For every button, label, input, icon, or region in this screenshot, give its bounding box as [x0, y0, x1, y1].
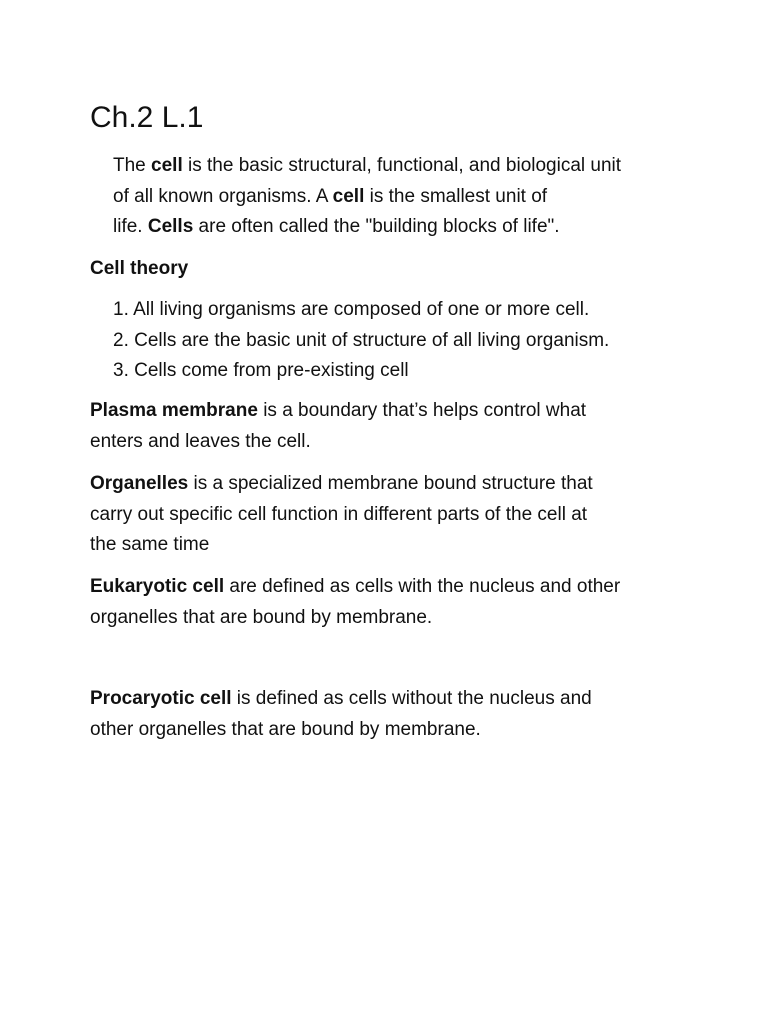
organelles-paragraph: Organelles is a specialized membrane bound structure that carry out specific cell function in different parts of the cell at the same time	[90, 473, 593, 555]
procaryotic-paragraph: Procaryotic cell is defined as cells without the nucleus and other organelles that are bound by membrane.	[90, 688, 592, 740]
list-item: 2. Cells are the basic unit of structure of all living organism.	[113, 329, 610, 351]
list-item: 3. Cells come from pre-existing cell	[113, 360, 409, 381]
plasma-membrane-paragraph: Plasma membrane is a boundary that’s helps control what enters and leaves the cell.	[90, 400, 587, 452]
term-cells: Cells	[147, 216, 194, 237]
term-organelles: Organelles	[90, 473, 189, 494]
term-cell: cell	[332, 185, 365, 207]
intro-line-1: The cell is the basic structural, functional, and biological unit	[113, 155, 622, 176]
list-item: 1. All living organisms are composed of one or more cell.	[113, 299, 590, 320]
intro-paragraph	[113, 151, 621, 243]
term-plasma-membrane: Plasma membrane	[90, 400, 258, 421]
intro-line-2: of all known organisms. A cell is the smallest unit of	[113, 185, 548, 207]
term-eukaryotic-cell: Eukaryotic cell	[90, 576, 225, 597]
term-cell: cell	[151, 155, 183, 176]
cell-theory-list	[113, 295, 609, 387]
term-procaryotic-cell: Procaryotic cell	[90, 688, 232, 709]
eukaryotic-paragraph: Eukaryotic cell are defined as cells with the nucleus and other organelles that are bound by membrane.	[90, 576, 621, 628]
cell-theory-heading: Cell theory	[90, 258, 189, 279]
page-title: Ch.2 L.1	[90, 101, 204, 134]
intro-line-3: life. Cells are often called the "building blocks of life".	[113, 216, 560, 237]
